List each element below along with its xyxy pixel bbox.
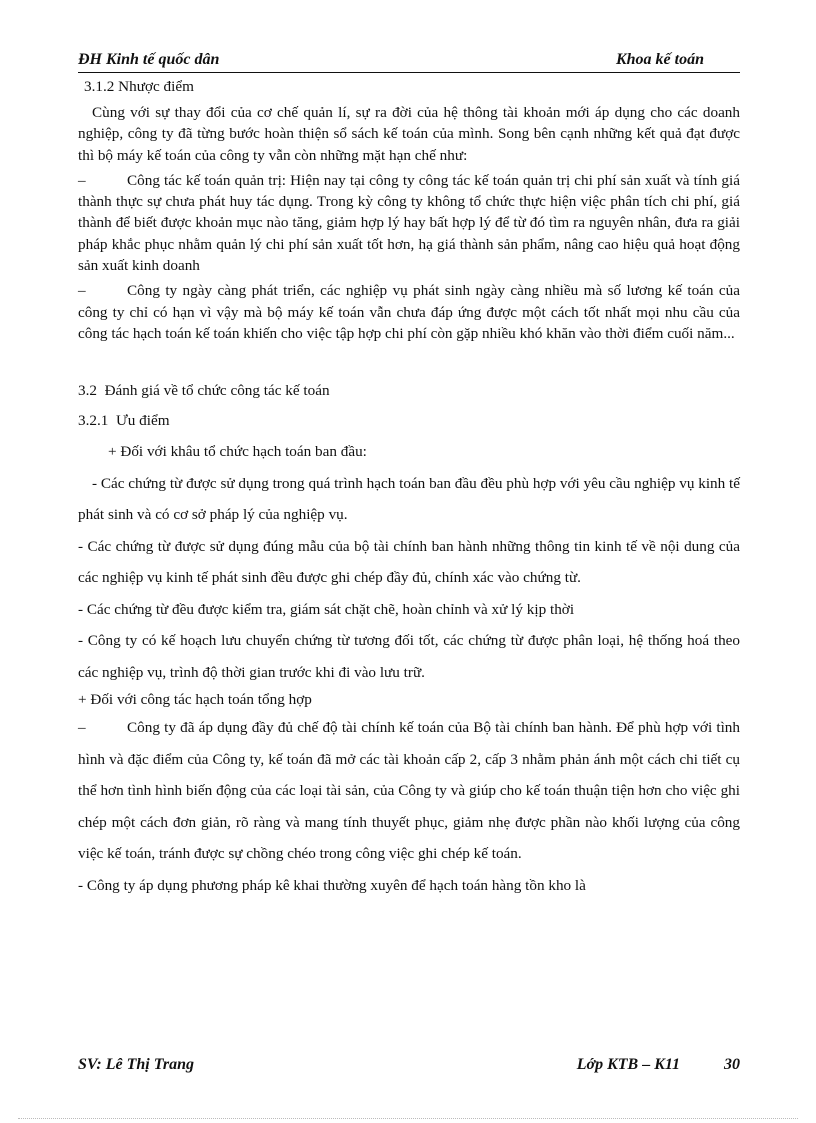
page-bottom-border [18, 1118, 798, 1121]
item-documents-circulation: - Công ty có kế hoạch lưu chuyển chứng từ tương đối tốt, các chứng từ được phân loại, hệ thống hoá theo các nghiệp vụ, trình độ thời gian trước khi đi vào lưu trữ. [78, 632, 740, 681]
section-title-3-2: Đánh giá về tổ chức công tác kế toán [104, 382, 330, 400]
bullet-staff-limitation [78, 280, 740, 344]
paragraph-intro: Cùng với sự thay đổi của cơ chế quản lí, sự ra đời của hệ thông tài khoản mới áp dụng cho các doanh nghiệp, công ty đã từng bước hoàn thiện sổ sách kế toán của mình. Song bên cạnh những kết quả đạt được thì bộ máy kế toán của công ty vẫn còn những mặt hạn chế như: [78, 104, 740, 164]
section-heading-3-1-2: 3.1.2 Nhược điểm [84, 78, 194, 95]
bullet-text-2: Công ty ngày càng phát triển, các nghiệp vụ phát sinh ngày càng nhiều mà số lương kế toán của công ty chỉ có hạn vì vậy mà bộ máy kế toán vẫn chưa đáp ứng được một cách tốt nhất mọi nhu cầu của công tác hạch toán kế toán khiến cho việc tập hợp chi phí còn gặp nhiều khó khăn vào thời điểm cuối năm... [78, 282, 740, 342]
footer-class: Lớp KTB – K11 [576, 1056, 680, 1073]
footer-student: SV: Lê Thị Trang [78, 1056, 195, 1073]
section-number-3-2: 3.2 [78, 382, 97, 400]
plus-initial-accounting: + Đối với khâu tổ chức hạch toán ban đầu: [108, 443, 367, 461]
dash-2: – [78, 282, 86, 300]
dash-3: – [78, 719, 86, 737]
document-body [78, 76, 740, 901]
item-text-accounts: Công ty đã áp dụng đầy đủ chế độ tài chính kế toán của Bộ tài chính ban hành. Để phù hợp với tình hình và đặc điểm của Công ty, kế toán đã mở các tài khoản cấp 2, cấp 3 nhằm phản ánh một cách chi tiết cụ thể hơn tình hình biến động của các loại tài sản, của Công ty và giúp cho kế toán thuận tiện hơn cho việc ghi chép một cách đơn giản, rõ ràng và mang tính thuyết phục, giảm nhẹ được phần nào khối lượng của công việc kế toán, tránh được sự chồng chéo trong công việc ghi chép kế toán. [78, 719, 740, 863]
header-university: ĐH Kinh tế quốc dân [78, 51, 220, 68]
section-number-3-2-1: 3.2.1 [78, 412, 109, 430]
page-footer [78, 1056, 740, 1078]
plus-general-accounting: + Đối với công tác hạch toán tổng hợp [78, 691, 312, 709]
section-heading-3-2 [78, 380, 740, 402]
item-documents-forms: - Các chứng từ được sử dụng đúng mẫu của bộ tài chính ban hành những thông tin kinh tế về nội dung của các nghiệp vụ kinh tế phát sinh đều được ghi chép đầy đủ, chính xác vào chứng từ. [78, 537, 740, 587]
page-number: 30 [724, 1056, 740, 1073]
item-documents-conformity: - Các chứng từ được sử dụng trong quá trình hạch toán ban đầu đều phù hợp với yêu cầu nghiệp vụ kinh tế phát sinh và có cơ sở pháp lý của nghiệp vụ. [78, 474, 740, 524]
item-accounts-opened [78, 712, 740, 870]
bullet-management-accounting [78, 170, 740, 276]
bullet-text-1: Công tác kế toán quản trị: Hiện nay tại công ty công tác kế toán quản trị chi phí sản xuất và tính giá thành thực sự chưa phát huy tác dụng. Trong kỳ công ty không tổ chức thực hiện việc phân tích chi phí, giá thành để biết được khoản mục nào tăng, giảm hợp lý hay bất hợp lý để từ đó tìm ra nguyên nhân, đưa ra giải pháp khắc phục nhằm quản lý chi phí sản xuất tốt hơn, hạ giá thành sản phẩm, nâng cao hiệu quả hoạt động sản xuất kinh doanh [78, 171, 740, 275]
section-title-3-2-1: Ưu điểm [115, 412, 170, 430]
page-header [78, 50, 740, 73]
section-heading-3-2-1 [78, 410, 740, 432]
dash-1: – [78, 171, 86, 189]
header-faculty: Khoa kế toán [615, 51, 704, 68]
item-documents-checked: - Các chứng từ đều được kiểm tra, giám sát chặt chẽ, hoàn chỉnh và xử lý kịp thời [78, 600, 575, 618]
item-inventory-method: - Công ty áp dụng phương pháp kê khai thường xuyên để hạch toán hàng tồn kho là [78, 876, 586, 894]
